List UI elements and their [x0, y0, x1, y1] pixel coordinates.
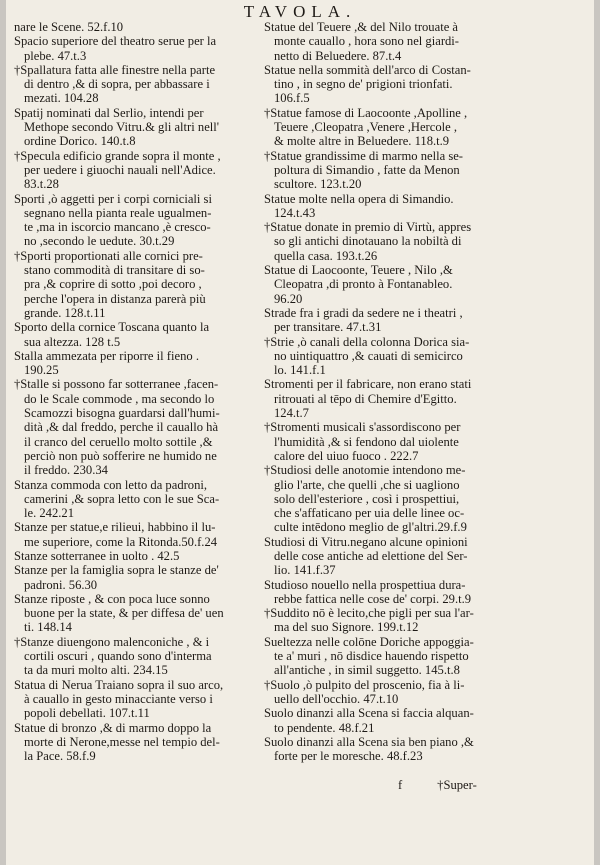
entry-line: †Stalle si possono far sotterranee ,facen-: [14, 377, 219, 392]
index-entry: [264, 377, 526, 420]
entry-line: †Suolo ,ò pulpito del proscenio, fia à li-: [264, 677, 465, 692]
index-entry: [14, 349, 266, 378]
entry-line: perche l'opera in distanza parerà più: [24, 291, 206, 306]
index-entry: [264, 635, 526, 678]
entry-line: Statue nella sommità dell'arco di Costan-: [264, 62, 471, 77]
entry-line: Stanze per la famiglia sopra le stanze de': [14, 563, 219, 578]
index-entry: [264, 263, 526, 306]
entry-line: lo. 141.f.1: [274, 363, 326, 378]
index-entry: [264, 220, 526, 263]
entry-line: morte di Nerone,messe nel tempio del-: [24, 734, 220, 749]
entry-line: Sporti ,ò aggetti per i corpi corniciali si: [14, 191, 212, 206]
entry-line: uello dell'occhio. 47.t.10: [274, 691, 399, 706]
entry-line: plebe. 47.t.3: [24, 48, 87, 63]
entry-line: 83.t.28: [24, 177, 59, 192]
entry-line: sua altezza. 128 t.5: [24, 334, 121, 349]
index-entry: [14, 563, 266, 592]
entry-line: solo dell'esteriore , così i prospettiui,: [274, 491, 460, 506]
entry-line: ritrouati al tēpo di Chemire d'Egitto.: [274, 391, 457, 406]
entry-line: per transitare. 47.t.31: [274, 320, 382, 335]
entry-line: tino , in segno de' prigioni trionfati.: [274, 77, 453, 92]
entry-line: dità ,& dal freddo, perche il cauallo hà: [24, 420, 219, 435]
entry-line: delle cose antiche ad elettione del Ser-: [274, 548, 468, 563]
entry-line: Stromenti per il fabricare, non erano stati: [264, 377, 472, 392]
entry-line: ma del suo Signore. 199.t.12: [274, 620, 419, 635]
entry-line: Cleopatra ,di pronto à Fontanableo.: [274, 277, 453, 292]
entry-line: calore del uiuo fuoco . 222.7: [274, 448, 419, 463]
entry-line: Sporto della cornice Toscana quanto la: [14, 320, 210, 335]
entry-line: do le Scale commode , ma secondo lo: [24, 391, 215, 406]
left-index-column: [14, 20, 266, 763]
entry-line: †Statue donate in premio di Virtù, appres: [264, 220, 472, 235]
entry-line: 190.25: [24, 363, 59, 378]
entry-line: l'humidità ,& si fendono dal uiolente: [274, 434, 459, 449]
index-entry: [14, 721, 266, 764]
entry-line: †Statue grandissime di marmo nella se-: [264, 148, 464, 163]
entry-line: †Strie ,ò canali della colonna Dorica sia-: [264, 334, 470, 349]
entry-line: Spacio superiore del theatro serue per la: [14, 34, 217, 49]
entry-line: me superiore, come la Ritonda.50.f.24: [24, 534, 218, 549]
index-entry: [14, 592, 266, 635]
entry-line: monte cauallo , hora sono nel giardi-: [274, 34, 460, 49]
index-entry: [14, 520, 266, 549]
entry-line: Statua di Nerua Traiano sopra il suo arco,: [14, 677, 224, 692]
page-title: TAVOLA.: [243, 2, 357, 21]
entry-line: poltura di Simandio , fatte da Menon: [274, 162, 460, 177]
index-entry: [264, 63, 526, 106]
index-entry: [14, 320, 266, 349]
entry-line: camerini ,& sopra letto con le sue Sca-: [24, 491, 220, 506]
catchword: †Super-: [437, 778, 477, 792]
index-entry: [264, 678, 526, 707]
entry-line: la Pace. 58.f.9: [24, 749, 96, 764]
index-entry: [14, 20, 266, 34]
index-entry: [14, 106, 266, 149]
entry-line: ti. 148.14: [24, 620, 72, 635]
right-index-column: [264, 20, 526, 763]
index-entry: [264, 706, 526, 735]
index-entry: [264, 192, 526, 221]
index-entry: [14, 635, 266, 678]
entry-line: à cauallo in gesto minacciante verso i: [24, 691, 213, 706]
entry-line: ta da muri molto alti. 234.15: [24, 663, 168, 678]
index-entry: [14, 549, 266, 563]
entry-line: Stanze per statue,e rilieui, habbino il lu-: [14, 520, 216, 535]
entry-line: Stanze riposte , & con poca luce sonno: [14, 591, 210, 606]
entry-line: quella casa. 193.t.26: [274, 248, 378, 263]
entry-line: Stanza commoda con letto da padroni,: [14, 477, 208, 492]
entry-line: te a' muri , nō disdice hauendo rispetto: [274, 649, 469, 664]
entry-line: 106.f.5: [274, 91, 310, 106]
entry-line: culte intēdono meglio de gl'altri.29.f.9: [274, 520, 467, 535]
entry-line: il cranco del ceruello molto sottile ,&: [24, 434, 213, 449]
entry-line: †Stanze diuengono malenconiche , & i: [14, 634, 210, 649]
index-entry: [14, 249, 266, 320]
entry-line: che s'affaticano per uia delle linee oc-: [274, 506, 465, 521]
page-footer: [398, 778, 568, 793]
entry-line: Methope secondo Vitru.& gli altri nell': [24, 120, 220, 135]
entry-line: Stalla ammezata per riporre il fieno .: [14, 348, 199, 363]
entry-line: popoli debellati. 107.t.11: [24, 706, 150, 721]
index-entry: [264, 535, 526, 578]
entry-line: Suolo dinanzi alla Scena sia ben piano ,&: [264, 734, 474, 749]
entry-line: Statue di Laocoonte, Teuere , Nilo ,&: [264, 263, 453, 278]
entry-line: Scamozzi bisogna guardarsi dall'humi-: [24, 406, 220, 421]
entry-line: Suolo dinanzi alla Scena si faccia alquan-: [264, 706, 474, 721]
entry-line: rebbe fattica nelle cose de' corpi. 29.t.9: [274, 591, 472, 606]
index-entry: [14, 678, 266, 721]
entry-line: netto di Beluedere. 87.t.4: [274, 48, 402, 63]
entry-line: †Stromenti musicali s'assordiscono per: [264, 420, 461, 435]
index-page: [6, 0, 594, 865]
entry-line: di dentro ,& di sopra, per abbassare i: [24, 77, 210, 92]
index-entry: [14, 149, 266, 192]
entry-line: no uintiquattro ,& cauati di semicirco: [274, 348, 463, 363]
index-entry: [264, 149, 526, 192]
entry-line: Stanze sotterranee in uolto . 42.5: [14, 548, 180, 563]
entry-line: per uedere i giuochi nauali nell'Adice.: [24, 162, 216, 177]
entry-line: buone per la state, & per diffesa de' uen: [24, 606, 224, 621]
index-entry: [264, 606, 526, 635]
entry-line: †Spallatura fatta alle finestre nella parte: [14, 62, 216, 77]
entry-line: †Statue famose di Laocoonte ,Apolline ,: [264, 105, 468, 120]
index-entry: [264, 306, 526, 335]
index-entry: [14, 377, 266, 477]
index-entry: [264, 420, 526, 463]
entry-line: Strade fra i gradi da sedere ne i theatri ,: [264, 305, 463, 320]
entry-line: Statue del Teuere ,& del Nilo trouate à: [264, 20, 459, 34]
entry-line: nare le Scene. 52.f.10: [14, 20, 124, 34]
entry-line: glio l'arte, che quelli ,che si uagliono: [274, 477, 460, 492]
entry-line: pra ,& coprire di sotto ,poi decoro ,: [24, 277, 202, 292]
entry-line: no ,secondo le uedute. 30.t.29: [24, 234, 175, 249]
entry-line: Studioso nouello nella prospettiua dura-: [264, 577, 466, 592]
index-entry: [264, 735, 526, 764]
entry-line: lio. 141.f.37: [274, 563, 336, 578]
entry-line: le. 242.21: [24, 506, 75, 521]
entry-line: mezati. 104.28: [24, 91, 99, 106]
index-entry: [264, 335, 526, 378]
entry-line: padroni. 56.30: [24, 577, 98, 592]
entry-line: so gli antichi dinotauano la nobiltà di: [274, 234, 462, 249]
index-entry: [264, 106, 526, 149]
index-entry: [14, 34, 266, 63]
entry-line: 124.t.43: [274, 205, 316, 220]
entry-line: perciò non può sofferire ne humido ne: [24, 448, 217, 463]
entry-line: †Sporti proportionati alle cornici pre-: [14, 248, 203, 263]
entry-line: Spatij nominati dal Serlio, intendi per: [14, 105, 204, 120]
entry-line: 96.20: [274, 291, 303, 306]
index-entry: [264, 20, 526, 63]
entry-line: cortili oscuri , quando sono d'interma: [24, 649, 212, 664]
entry-line: & molte altre in Beluedere. 118.t.9: [274, 134, 450, 149]
entry-line: Sueltezza nelle colōne Doriche appoggia-: [264, 634, 474, 649]
entry-line: grande. 128.t.11: [24, 305, 106, 320]
entry-line: Studiosi di Vitru.negano alcune opinioni: [264, 534, 468, 549]
entry-line: †Studiosi delle anotomie intendono me-: [264, 463, 466, 478]
entry-line: il freddo. 230.34: [24, 463, 108, 478]
entry-line: †Specula edificio grande sopra il monte ,: [14, 148, 221, 163]
entry-line: ordine Dorico. 140.t.8: [24, 134, 136, 149]
entry-line: Teuere ,Cleopatra ,Venere ,Hercole ,: [274, 120, 458, 135]
entry-line: te ,ma in iscorcio mancano ,è cresco-: [24, 220, 211, 235]
entry-line: segnano nella pianta reale ugualmen-: [24, 205, 212, 220]
entry-line: all'antiche , in simil suggetto. 145.t.8: [274, 663, 460, 678]
signature-mark: f: [398, 778, 403, 792]
index-entry: [14, 478, 266, 521]
entry-line: Statue di bronzo ,& di marmo doppo la: [14, 720, 212, 735]
entry-line: forte per le moresche. 48.f.23: [274, 749, 423, 764]
index-entry: [264, 463, 526, 534]
entry-line: Statue molte nella opera di Simandio.: [264, 191, 454, 206]
entry-line: †Suddito nō è lecito,che pigli per sua l'ar-: [264, 606, 474, 621]
index-entry: [264, 578, 526, 607]
entry-line: to pendente. 48.f.21: [274, 720, 375, 735]
entry-line: scultore. 123.t.20: [274, 177, 362, 192]
index-entry: [14, 63, 266, 106]
entry-line: 124.t.7: [274, 406, 309, 421]
entry-line: stano commodità di transitare di so-: [24, 263, 205, 278]
index-entry: [14, 192, 266, 249]
